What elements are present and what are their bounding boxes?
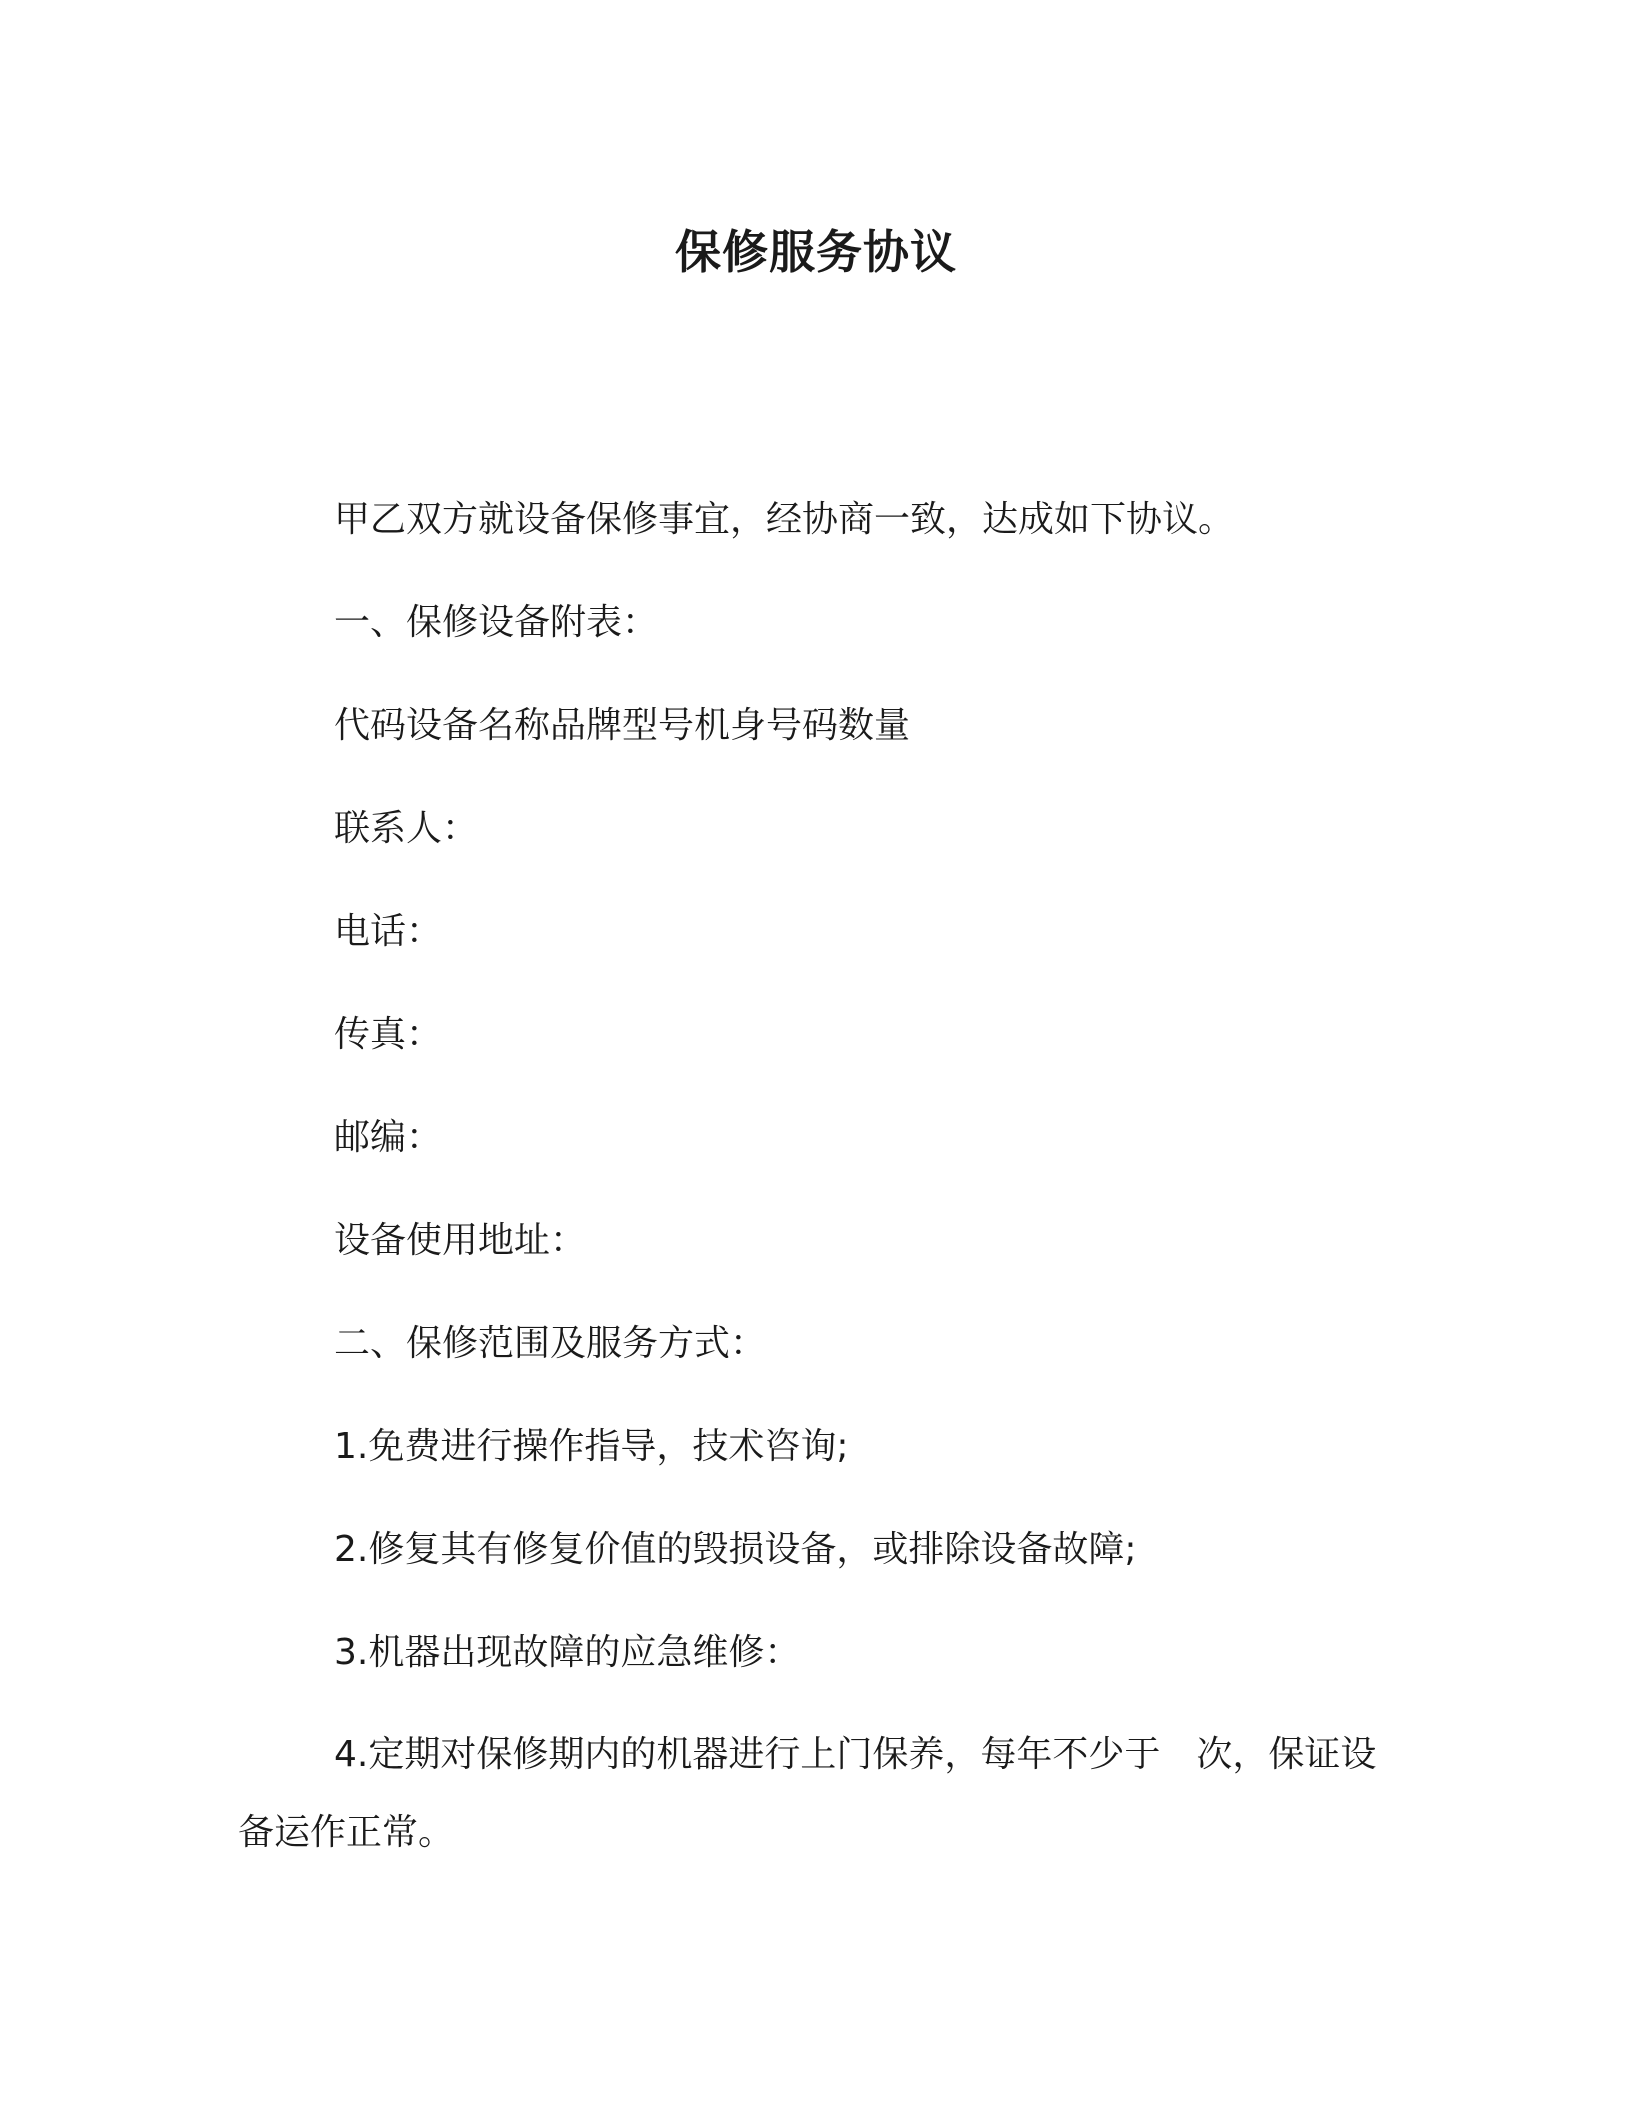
postcode-field: 邮编： — [334, 1117, 443, 1158]
equipment-address-field: 设备使用地址： — [334, 1220, 587, 1261]
service-item-3: 3.机器出现故障的应急维修： — [334, 1632, 801, 1673]
phone-field: 电话： — [334, 911, 443, 952]
section-2-heading: 二、保修范围及服务方式： — [334, 1323, 767, 1364]
service-item-2: 2.修复其有修复价值的毁损设备，或排除设备故障; — [334, 1529, 1137, 1570]
intro-paragraph: 甲乙双方就设备保修事宜，经协商一致，达成如下协议。 — [334, 499, 1235, 540]
section-1-heading: 一、保修设备附表： — [334, 602, 659, 643]
equipment-table-header: 代码设备名称品牌型号机身号码数量 — [334, 705, 911, 746]
fax-field: 传真： — [334, 1014, 443, 1055]
service-item-1: 1.免费进行操作指导，技术咨询; — [334, 1426, 849, 1467]
document-title: 保修服务协议 — [675, 225, 957, 279]
contact-person-field: 联系人： — [334, 808, 479, 849]
service-item-4: 4.定期对保修期内的机器进行上门保养，每年不少于 次，保证设备运作正常。 — [238, 1734, 1377, 1853]
